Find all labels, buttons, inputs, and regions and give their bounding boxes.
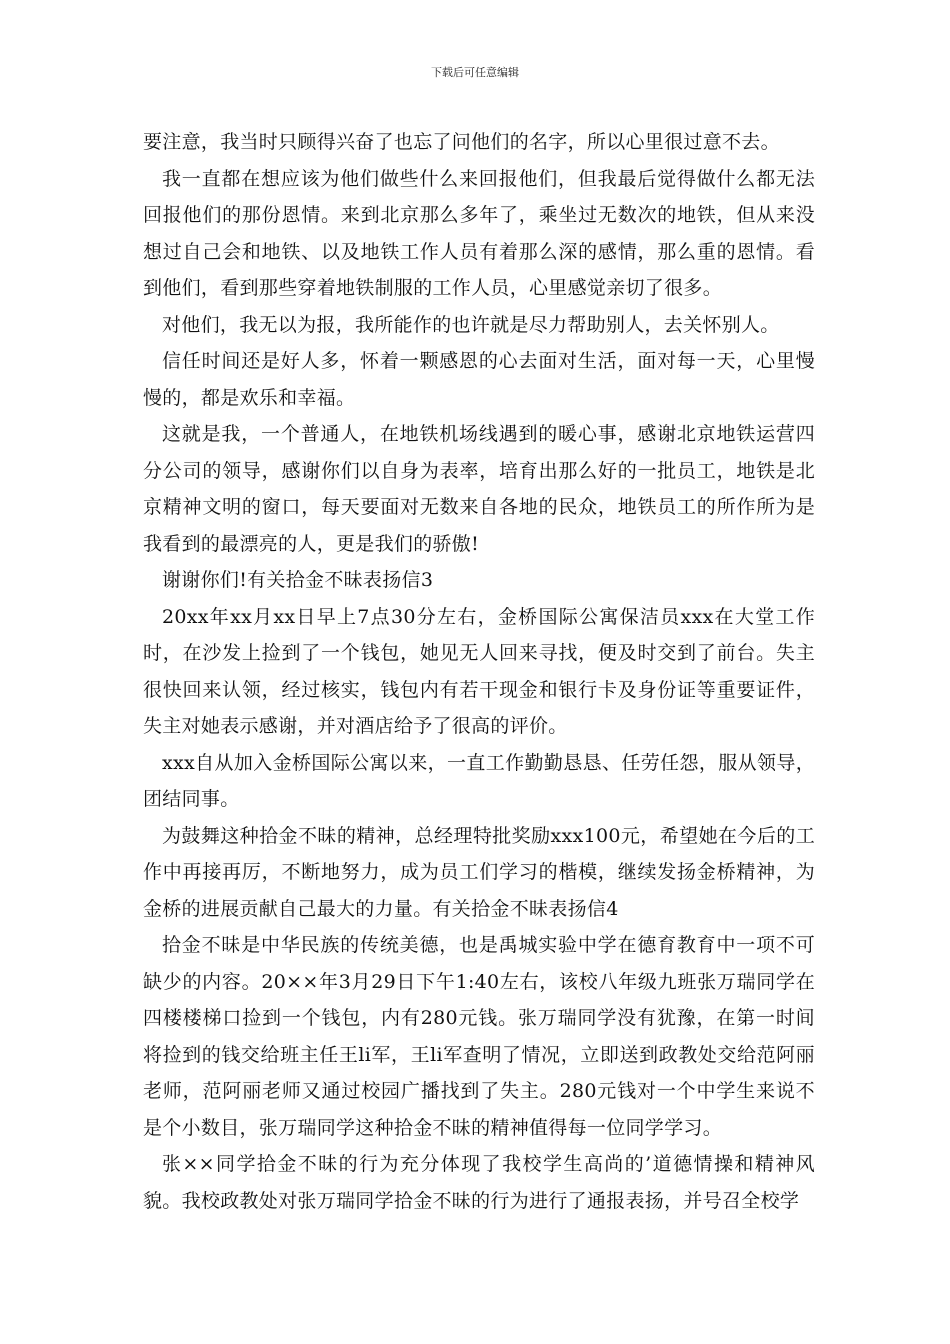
page-header: 下载后可任意编辑 (431, 66, 519, 79)
paragraph: 我一直都在想应该为他们做些什么来回报他们，但我最后觉得做什么都无法回报他们的那份恩情。来到北京那么多年了，乘坐过无数次的地铁，但从来没想过自己会和地铁、以及地铁工作人员有着那么深的感情，那么重的恩情。看到他们，看到那些穿着地铁制服的工作人员，心里感觉亲切了很多。 (143, 167, 815, 299)
paragraph: 为鼓舞这种拾金不昧的精神，总经理特批奖励xxx100元，希望她在今后的工作中再接再厉，不断地努力，成为员工们学习的楷模，继续发扬金桥精神，为金桥的进展贡献自己最大的力量。有关拾金不昧表扬信4 (143, 824, 815, 920)
paragraph: xxx自从加入金桥国际公寓以来，一直工作勤勤恳恳、任劳任怨，服从领导，团结同事。 (143, 751, 815, 810)
paragraph: 对他们，我无以为报，我所能作的也许就是尽力帮助别人，去关怀别人。 (162, 313, 780, 336)
paragraph: 信任时间还是好人多，怀着一颗感恩的心去面对生活，面对每一天，心里慢慢的，都是欢乐和幸福。 (143, 350, 815, 409)
document-body (143, 124, 815, 1219)
paragraph: 拾金不昧是中华民族的传统美德，也是禹城实验中学在德育教育中一项不可缺少的内容。20××年3月29日下午1:40左右，该校八年级九班张万瑞同学在四楼楼梯口捡到一个钱包，内有280元钱。张万瑞同学没有犹豫，在第一时间将捡到的钱交给班主任王li军，王li军查明了情况，立即送到政教处交给范阿丽老师，范阿丽老师又通过校园广播找到了失主。280元钱对一个中学生来说不是个小数目，张万瑞同学这种拾金不昧的精神值得每一位同学学习。 (143, 934, 815, 1139)
paragraph: 张××同学拾金不昧的行为充分体现了我校学生高尚的’道德情操和精神风貌。我校政教处对张万瑞同学拾金不昧的行为进行了通报表扬，并号召全校学 (143, 1153, 815, 1212)
paragraph: 要注意，我当时只顾得兴奋了也忘了问他们的名字，所以心里很过意不去。 (143, 131, 780, 153)
paragraph: 这就是我，一个普通人，在地铁机场线遇到的暖心事，感谢北京地铁运营四分公司的领导，感谢你们以自身为表率，培育出那么好的一批员工，地铁是北京精神文明的窗口，每天要面对无数来自各地的民众，地铁员工的所作所为是我看到的最漂亮的人，更是我们的骄傲! (143, 423, 815, 555)
paragraph: 20xx年xx月xx日早上7点30分左右，金桥国际公寓保洁员xxx在大堂工作时，在沙发上捡到了一个钱包，她见无人回来寻找，便及时交到了前台。失主很快回来认领，经过核实，钱包内有若干现金和银行卡及身份证等重要证件，失主对她表示感谢，并对酒店给予了很高的评价。 (143, 605, 815, 737)
paragraph: 谢谢你们!有关拾金不昧表扬信3 (162, 569, 434, 591)
